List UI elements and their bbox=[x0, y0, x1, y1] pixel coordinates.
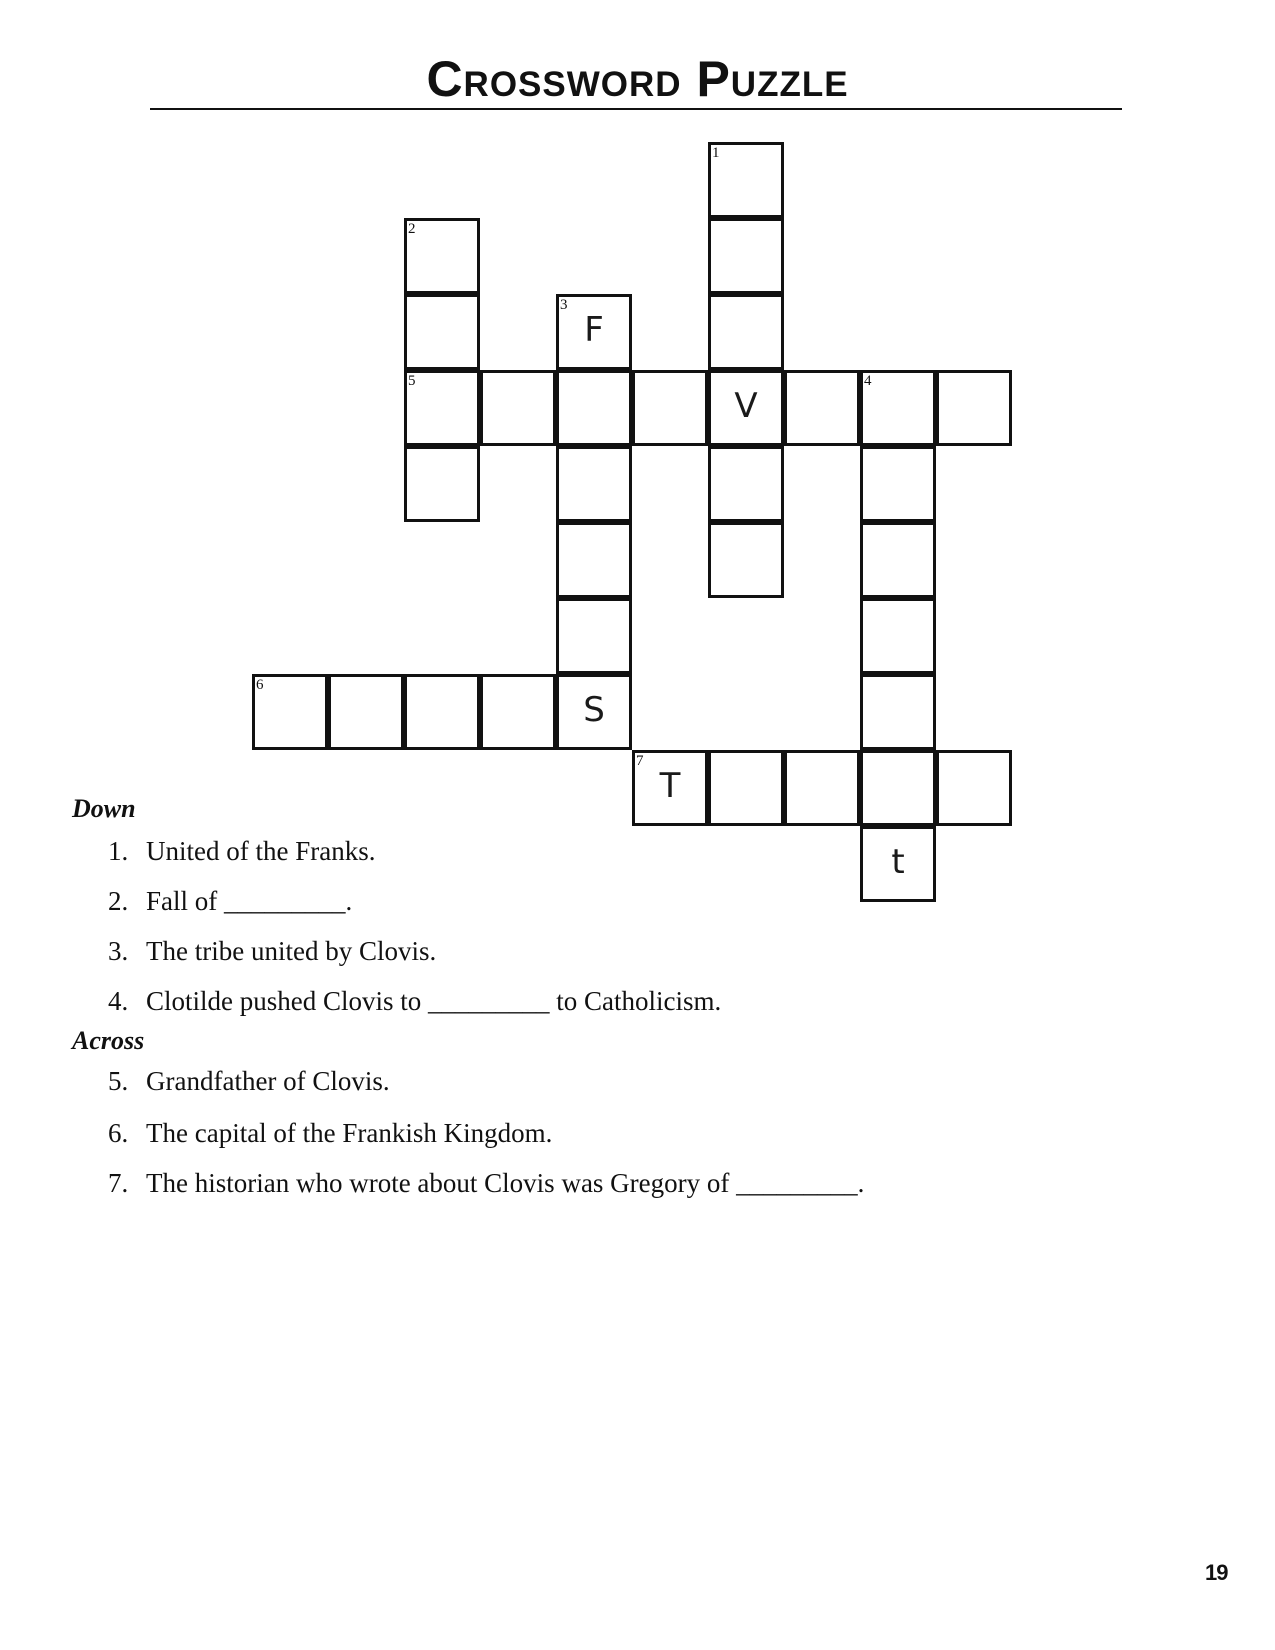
clue-text: Clotilde pushed Clovis to _________ to Catholicism. bbox=[146, 986, 722, 1016]
crossword-cell[interactable] bbox=[404, 674, 480, 750]
cell-number: 1 bbox=[712, 145, 720, 161]
page-title: Crossword Puzzle bbox=[426, 51, 849, 107]
crossword-cell[interactable] bbox=[556, 294, 632, 370]
clue-number: 1. bbox=[108, 836, 129, 866]
crossword-cell[interactable] bbox=[632, 370, 708, 446]
crossword-cell[interactable] bbox=[556, 446, 632, 522]
clue-text: The historian who wrote about Clovis was Gregory of _________. bbox=[146, 1168, 865, 1198]
across-clue-7 bbox=[108, 1170, 864, 1197]
crossword-cell[interactable] bbox=[556, 522, 632, 598]
cell-number: 4 bbox=[864, 373, 872, 389]
cell-letter: V bbox=[734, 386, 758, 426]
crossword-cell[interactable] bbox=[556, 598, 632, 674]
crossword-cell[interactable] bbox=[404, 370, 480, 446]
crossword-cell[interactable] bbox=[708, 446, 784, 522]
crossword-cell[interactable] bbox=[936, 750, 1012, 826]
crossword-cell[interactable] bbox=[252, 674, 328, 750]
crossword-cell[interactable] bbox=[480, 370, 556, 446]
crossword-cell[interactable] bbox=[860, 522, 936, 598]
cell-letter: S bbox=[583, 690, 605, 730]
crossword-cell[interactable] bbox=[328, 674, 404, 750]
crossword-cell[interactable] bbox=[784, 750, 860, 826]
across-heading: Across bbox=[72, 1026, 145, 1055]
clue-text: The capital of the Frankish Kingdom. bbox=[146, 1118, 553, 1148]
down-clue-3 bbox=[108, 938, 436, 965]
clue-number: 3. bbox=[108, 936, 129, 966]
clue-number: 7. bbox=[108, 1168, 129, 1198]
crossword-cell[interactable] bbox=[556, 674, 632, 750]
crossword-cell[interactable] bbox=[860, 598, 936, 674]
crossword-cell[interactable] bbox=[860, 446, 936, 522]
crossword-cell[interactable] bbox=[708, 370, 784, 446]
cell-letter: F bbox=[584, 310, 604, 350]
clue-number: 4. bbox=[108, 986, 129, 1016]
crossword-cell[interactable] bbox=[480, 674, 556, 750]
crossword-cell[interactable] bbox=[860, 674, 936, 750]
clue-text: Grandfather of Clovis. bbox=[146, 1066, 390, 1096]
clue-text: United of the Franks. bbox=[146, 836, 376, 866]
crossword-cell[interactable] bbox=[936, 370, 1012, 446]
across-clue-6 bbox=[108, 1120, 552, 1147]
crossword-cell[interactable] bbox=[708, 750, 784, 826]
crossword-cell[interactable] bbox=[708, 294, 784, 370]
crossword-cell[interactable] bbox=[404, 446, 480, 522]
cell-number: 7 bbox=[636, 753, 644, 769]
down-heading: Down bbox=[72, 794, 136, 823]
crossword-cell[interactable] bbox=[556, 370, 632, 446]
clue-text: The tribe united by Clovis. bbox=[146, 936, 437, 966]
crossword-cell[interactable] bbox=[860, 826, 936, 902]
clue-number: 5. bbox=[108, 1066, 129, 1096]
cell-letter: t bbox=[891, 842, 905, 882]
crossword-cell[interactable] bbox=[784, 370, 860, 446]
cell-number: 6 bbox=[256, 677, 264, 693]
crossword-cell[interactable] bbox=[860, 750, 936, 826]
crossword-cell[interactable] bbox=[708, 522, 784, 598]
crossword-cell[interactable] bbox=[404, 218, 480, 294]
crossword-cell[interactable] bbox=[708, 218, 784, 294]
crossword-cell[interactable] bbox=[708, 142, 784, 218]
down-clue-2 bbox=[108, 888, 352, 915]
cell-number: 2 bbox=[408, 221, 416, 237]
clue-text: Fall of _________. bbox=[146, 886, 353, 916]
crossword-cell[interactable] bbox=[860, 370, 936, 446]
down-clue-4 bbox=[108, 988, 721, 1015]
cell-letter: T bbox=[659, 766, 681, 806]
clue-number: 2. bbox=[108, 886, 129, 916]
page-number: 19 bbox=[1205, 1560, 1228, 1585]
crossword-cell[interactable] bbox=[632, 750, 708, 826]
across-clue-5 bbox=[108, 1068, 390, 1095]
clue-number: 6. bbox=[108, 1118, 129, 1148]
cell-number: 3 bbox=[560, 297, 568, 313]
cell-number: 5 bbox=[408, 373, 416, 389]
crossword-cell[interactable] bbox=[404, 294, 480, 370]
down-clue-1 bbox=[108, 838, 375, 865]
